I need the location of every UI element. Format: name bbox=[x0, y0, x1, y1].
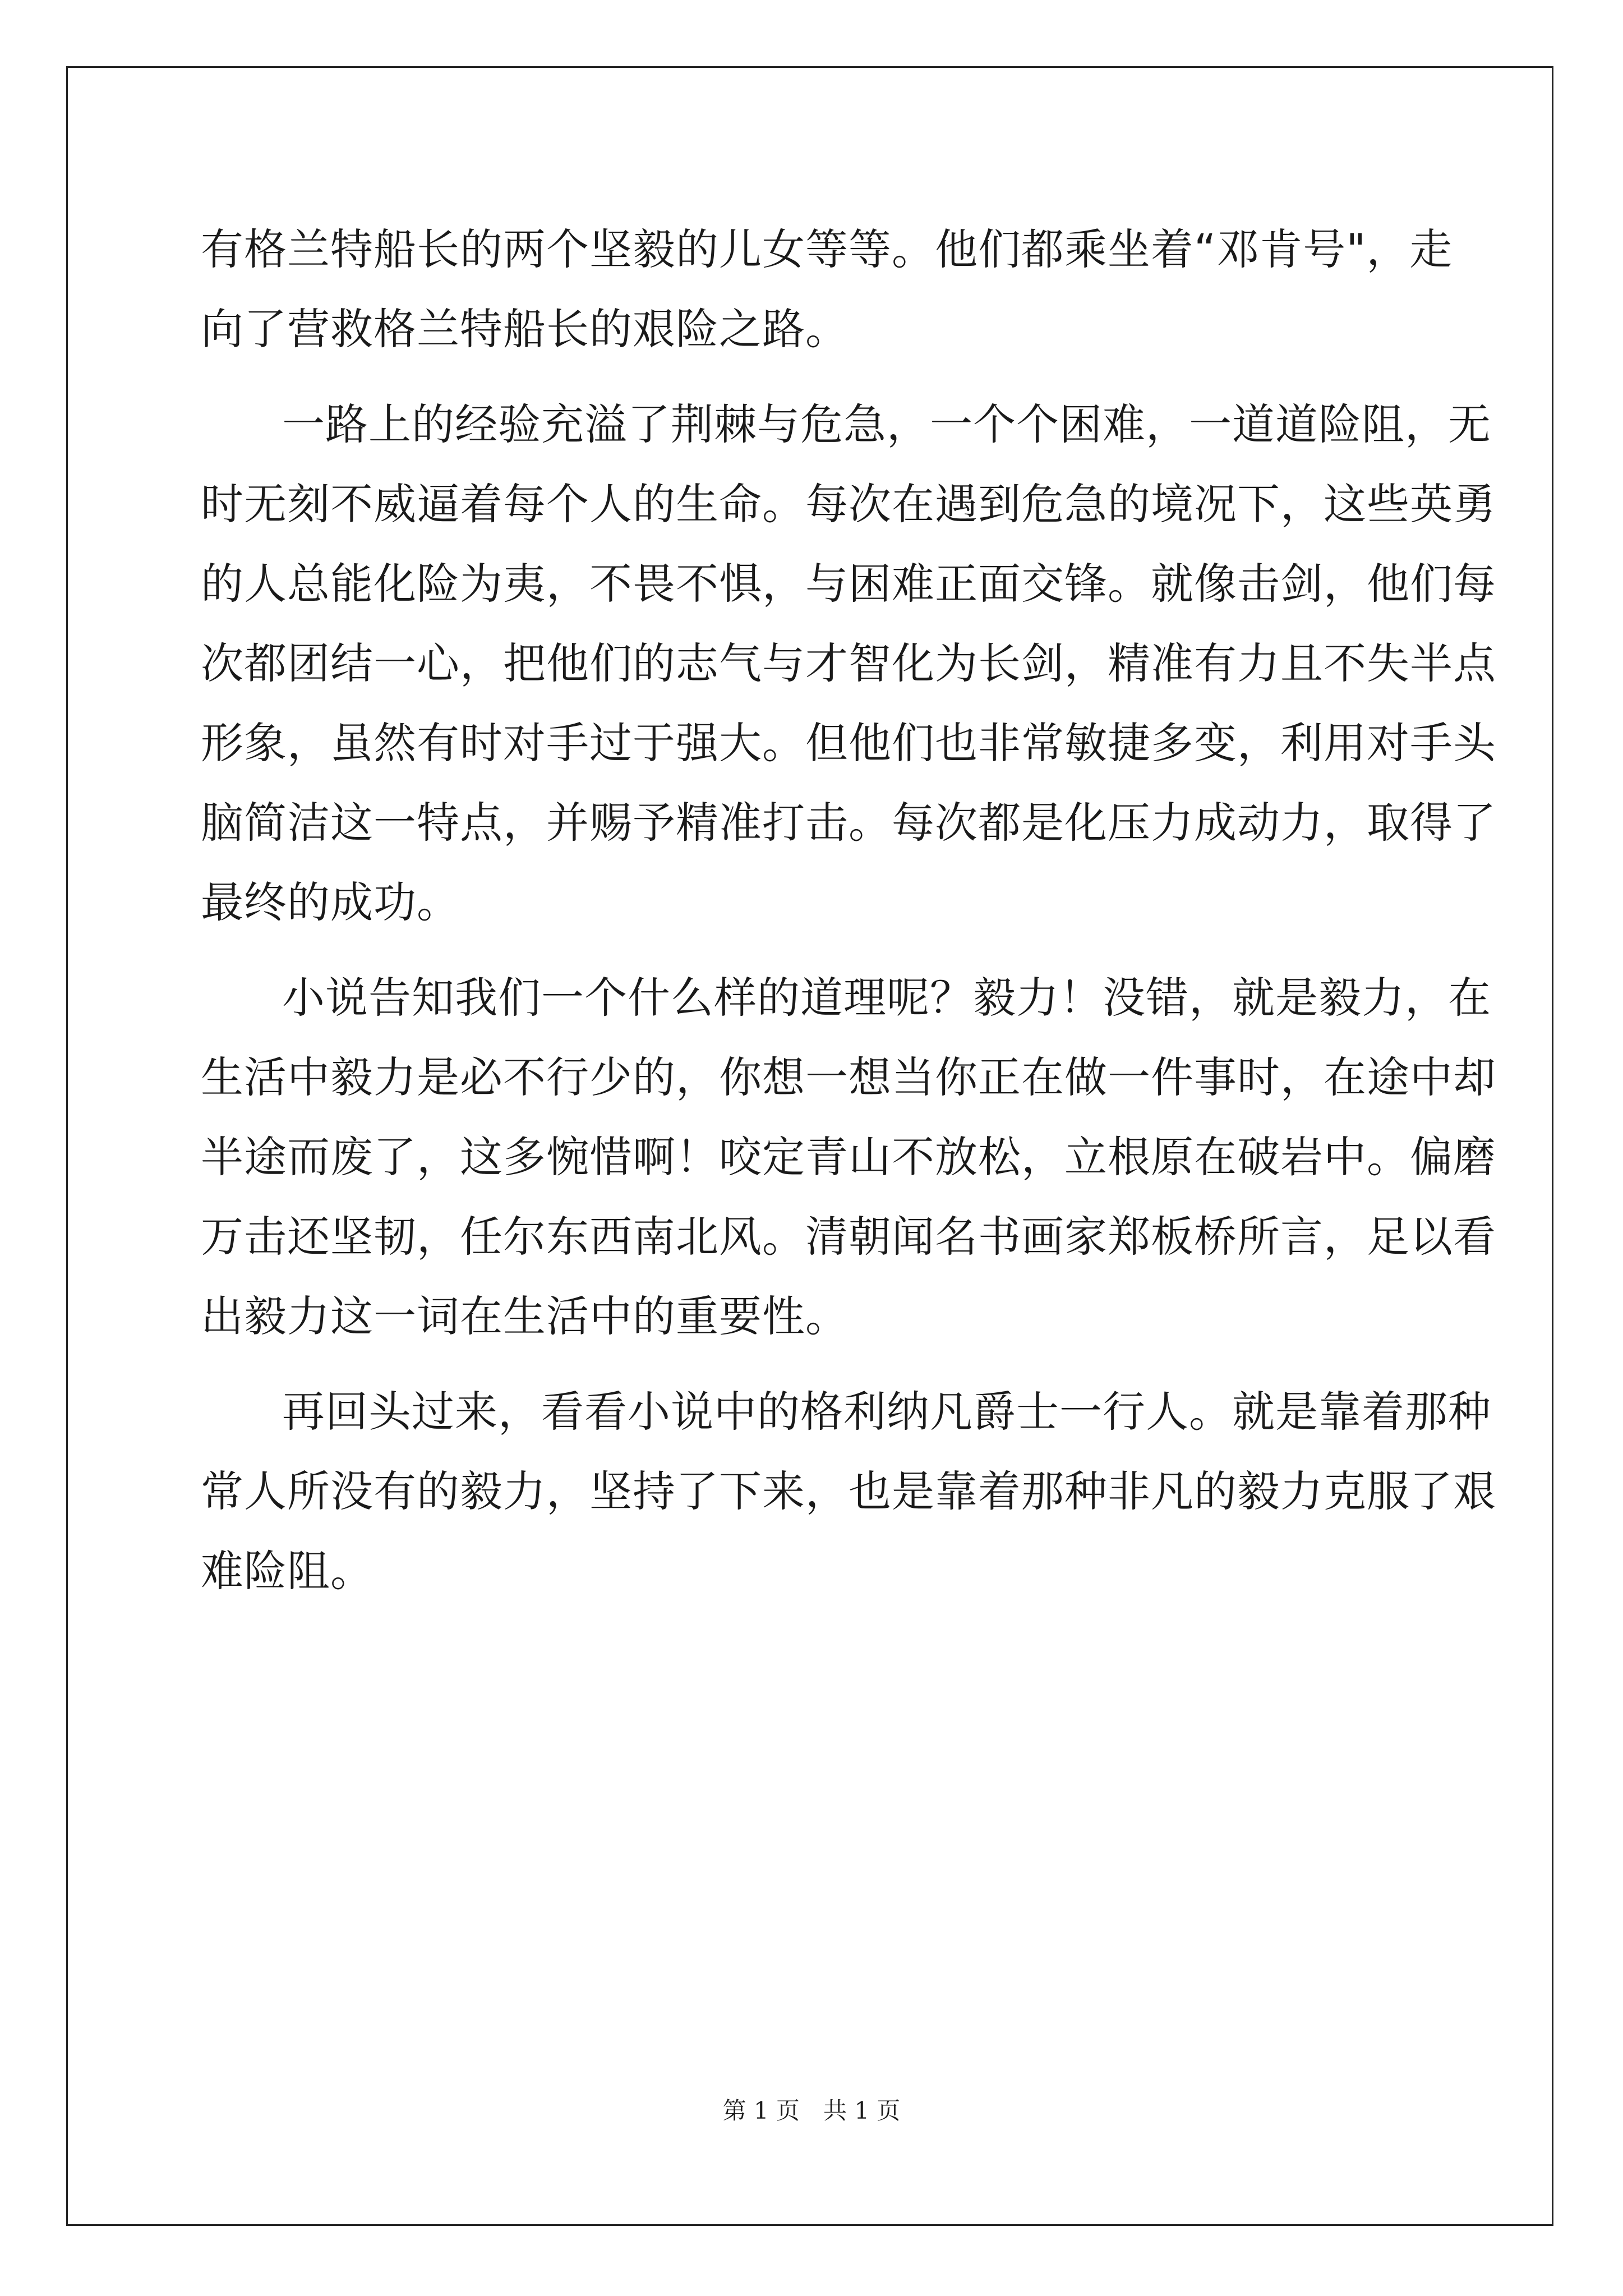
text-line: 一路上的经验充溢了荆棘与危急，一个个困难，一道道险阻，无 bbox=[282, 399, 1491, 449]
text-line: 万击还坚韧，任尔东西南北风。清朝闻名书画家郑板桥所言，足以看 bbox=[201, 1212, 1496, 1262]
text-line: 时无刻不威逼着每个人的生命。每次在遇到危急的境况下，这些英勇 bbox=[201, 479, 1496, 529]
text-line: 有格兰特船长的两个坚毅的儿女等等。他们都乘坐着“邓肯号"，走 bbox=[201, 224, 1453, 274]
text-line: 脑简洁这一特点，并赐予精准打击。每次都是化压力成动力，取得了 bbox=[201, 798, 1496, 848]
text-line: 再回头过来，看看小说中的格利纳凡爵士一行人。就是靠着那种 bbox=[282, 1387, 1491, 1437]
text-line: 的人总能化险为夷，不畏不惧，与困难正面交锋。就像击剑，他们每 bbox=[201, 559, 1496, 609]
text-line: 最终的成功。 bbox=[201, 877, 460, 927]
text-line: 难险阻。 bbox=[201, 1546, 374, 1596]
text-line: 小说告知我们一个什么样的道理呢？毅力！没错，就是毅力，在 bbox=[282, 973, 1491, 1023]
text-line: 半途而废了，这多惋惜啊！咬定青山不放松，立根原在破岩中。偏磨 bbox=[201, 1132, 1496, 1182]
text-line: 生活中毅力是必不行少的，你想一想当你正在做一件事时，在途中却 bbox=[201, 1052, 1496, 1102]
text-line: 出毅力这一词在生活中的重要性。 bbox=[201, 1291, 849, 1341]
text-line: 次都团结一心，把他们的志气与才智化为长剑，精准有力且不失半点 bbox=[201, 638, 1496, 688]
text-line: 形象，虽然有时对手过于强大。但他们也非常敏捷多变，利用对手头 bbox=[201, 718, 1496, 768]
text-line: 向了营救格兰特船长的艰险之路。 bbox=[201, 304, 849, 354]
page-number-footer: 第 1 页 共 1 页 bbox=[722, 2097, 901, 2124]
text-line: 常人所没有的毅力，坚持了下来，也是靠着那种非凡的毅力克服了艰 bbox=[201, 1466, 1496, 1516]
